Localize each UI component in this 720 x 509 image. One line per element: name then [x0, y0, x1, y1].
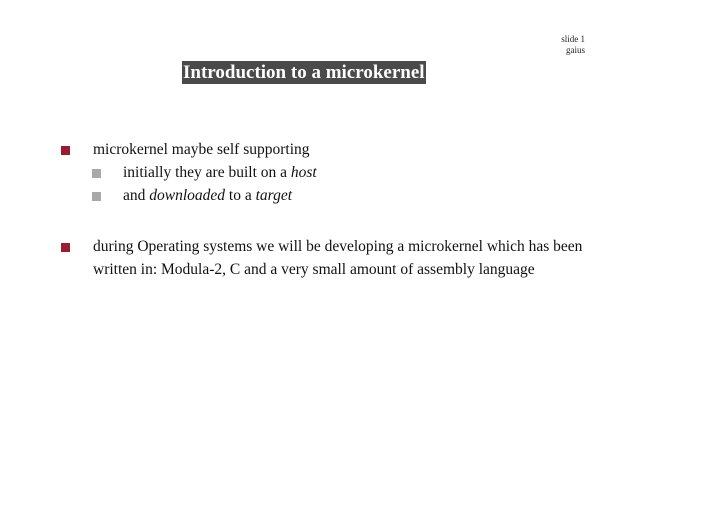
slide-meta — [561, 34, 585, 56]
slide-number: slide 1 — [561, 34, 585, 44]
sub-bullet-text — [123, 187, 292, 204]
slide-author: gaius — [566, 45, 585, 55]
sub-bullet-text-plain: to a — [225, 187, 256, 204]
sub-bullet-text — [123, 164, 317, 181]
sub-bullet-item — [60, 161, 620, 184]
bullet-item — [60, 235, 620, 281]
bullet-item — [60, 138, 620, 161]
square-bullet-icon — [61, 243, 70, 252]
sub-bullet-item — [60, 184, 620, 207]
slide-title: Introduction to a microkernel — [183, 62, 425, 83]
bullet-text: microkernel maybe self supporting — [93, 141, 310, 158]
sub-bullet-text-emphasis: downloaded — [149, 187, 226, 204]
sub-bullet-text-plain: initially they are built on a — [123, 164, 291, 181]
square-bullet-icon — [92, 192, 101, 201]
bullet-group-1 — [60, 138, 620, 207]
square-bullet-icon — [92, 169, 101, 178]
sub-bullet-text-emphasis: host — [290, 164, 317, 181]
bullet-group-2 — [60, 235, 620, 281]
bullet-text: during Operating systems we will be developing a microkernel which has been written in: Modula-2, C and a very small amount of assembly language — [93, 238, 583, 278]
sub-bullet-text-emphasis: target — [255, 187, 293, 204]
sub-bullet-text-plain: and — [123, 187, 150, 204]
square-bullet-icon — [61, 146, 70, 155]
